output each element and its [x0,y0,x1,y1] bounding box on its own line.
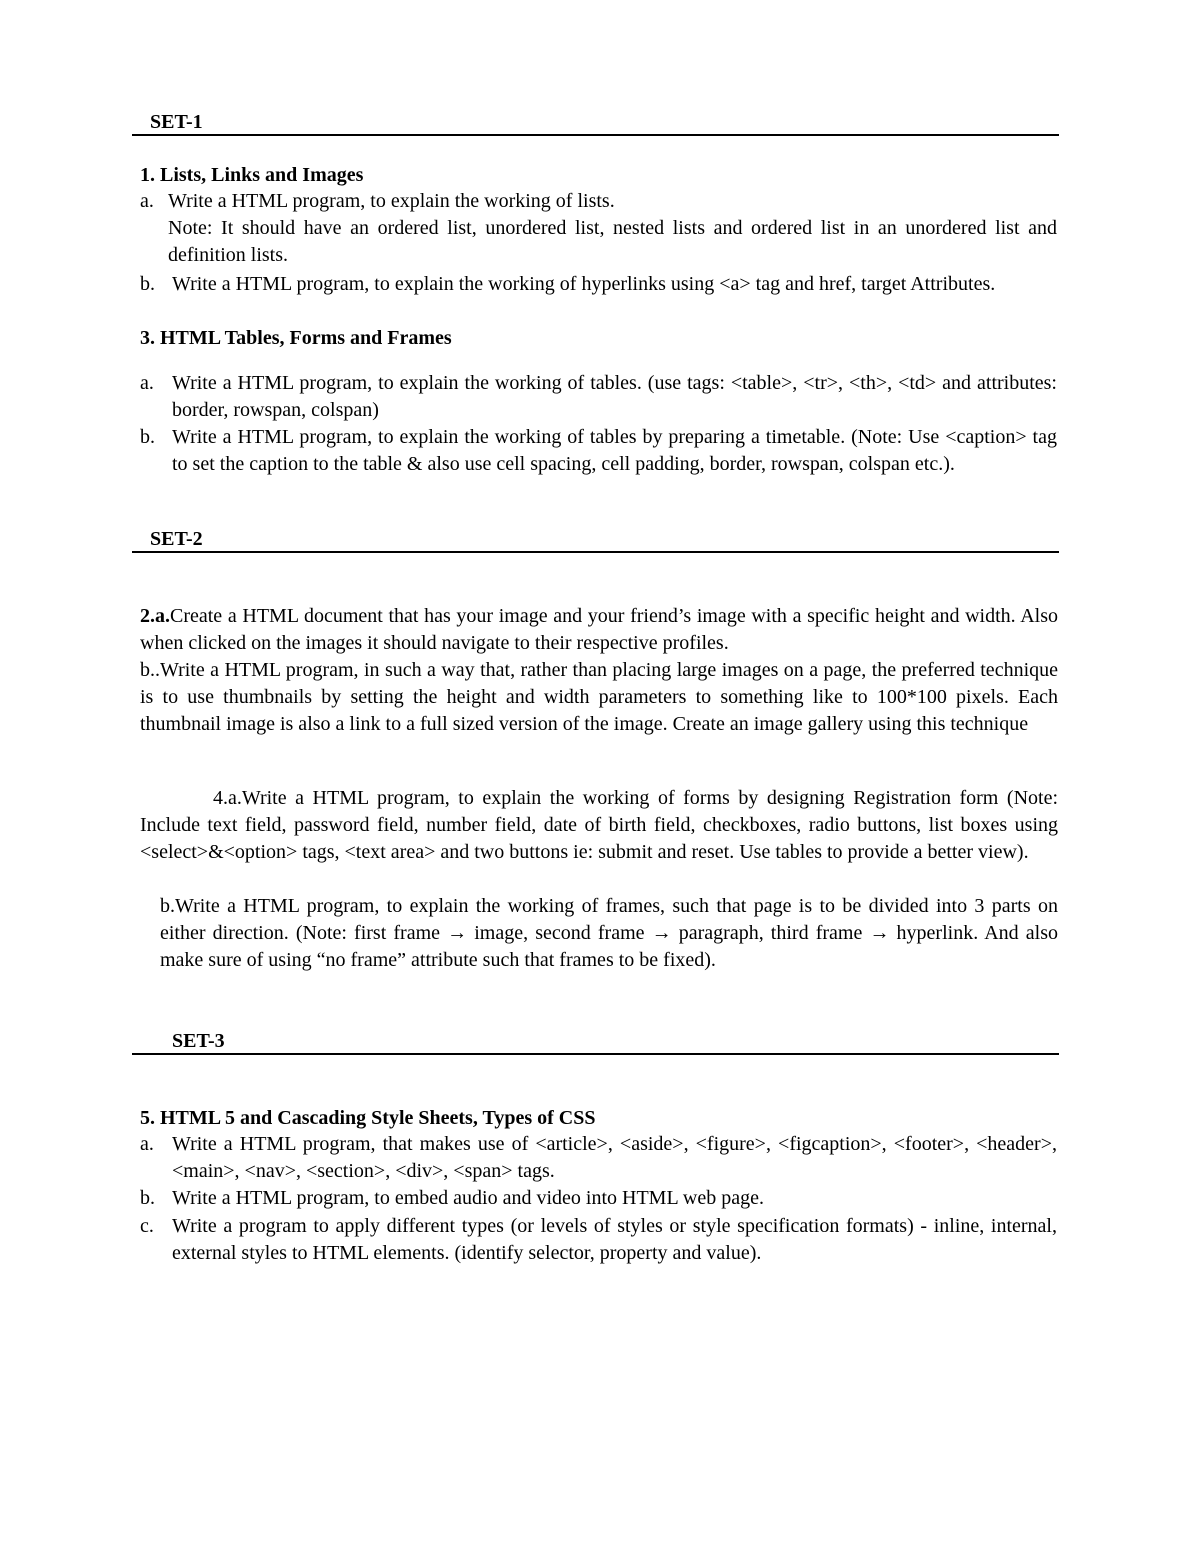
set-1-title: SET-1 [150,111,203,133]
section-3-heading: 3. HTML Tables, Forms and Frames [140,327,452,349]
set-3-title: SET-3 [172,1030,225,1052]
item-2b: b..Write a HTML program, in such a way that, rather than placing large images on a page, the preferred technique is to use thumbnails by setting the height and width parameters to something like to 100*100 pixels. Each thumbnail image is also a link to a full sized version of the image. Create an image gallery using this technique [140,659,1058,735]
item-4a: 4.a.Write a HTML program, to explain the working of forms by designing Registration form (Note: Include text field, password field, number field, date of birth field, checkboxes, radio buttons, list boxes using <select>&<option> tags, <text area> and two buttons ie: submit and reset. Use tables to provide a better view). [140,787,1058,863]
set-1-header [132,110,1059,136]
item-label: a. [140,372,154,394]
item-note: Note: It should have an ordered list, unordered list, nested lists and ordered list in an unordered list and definition lists. [168,217,1057,266]
section-5-item-a [140,1131,1057,1185]
item-label: c. [140,1215,154,1237]
item-label: a. [140,190,154,212]
item-label: b. [140,426,155,448]
item-text: Write a HTML program, to explain the working of tables. (use tags: <table>, <tr>, <th>, <td> and attributes: border, rowspan, colspan) [172,372,1057,421]
item-4b: b.Write a HTML program, to explain the working of frames, such that page is to be divided into 3 parts on either direction. (Note: first frame → image, second frame → paragraph, third frame → hyperlink. And also make sure of using “no frame” attribute such that frames to be fixed). [160,895,1058,971]
item-text: Write a HTML program, to explain the working of lists. [168,190,615,212]
item-2a-label: 2.a. [140,605,170,627]
item-label: a. [140,1133,154,1155]
item-text: Write a program to apply different types (or levels of styles or style specification formats) - inline, internal, external styles to HTML elements. (identify selector, property and value). [172,1215,1057,1264]
section-5-heading: 5. HTML 5 and Cascading Style Sheets, Types of CSS [140,1107,596,1129]
item-label: b. [140,273,155,295]
section-1-item-a [140,188,1057,269]
item-text: Write a HTML program, to embed audio and video into HTML web page. [172,1187,764,1209]
item-2a-text: Create a HTML document that has your image and your friend’s image with a specific height and width. Also when clicked on the images it should navigate to their respective profiles. [140,605,1058,654]
item-text: Write a HTML program, to explain the working of tables by preparing a timetable. (Note: Use <caption> tag to set the caption to the table & also use cell spacing, cell padding, border, rowspan, colspan etc.). [172,426,1057,475]
item-2a [140,603,1058,657]
section-5-item-c [140,1213,1057,1267]
section-3-item-b [140,424,1057,478]
item-label: b. [140,1187,155,1209]
section-3-item-a [140,370,1057,424]
item-text: Write a HTML program, to explain the working of hyperlinks using <a> tag and href, target Attributes. [172,273,996,295]
set-3-header [132,1029,1059,1055]
section-1-heading: 1. Lists, Links and Images [140,164,364,186]
section-1-item-b [140,271,1057,298]
item-text: Write a HTML program, that makes use of <article>, <aside>, <figure>, <figcaption>, <footer>, <header>, <main>, <nav>, <section>, <div>, <span> tags. [172,1133,1057,1182]
set-2-title: SET-2 [150,528,203,550]
set-2-header [132,527,1059,553]
section-5-item-b [140,1185,1057,1212]
